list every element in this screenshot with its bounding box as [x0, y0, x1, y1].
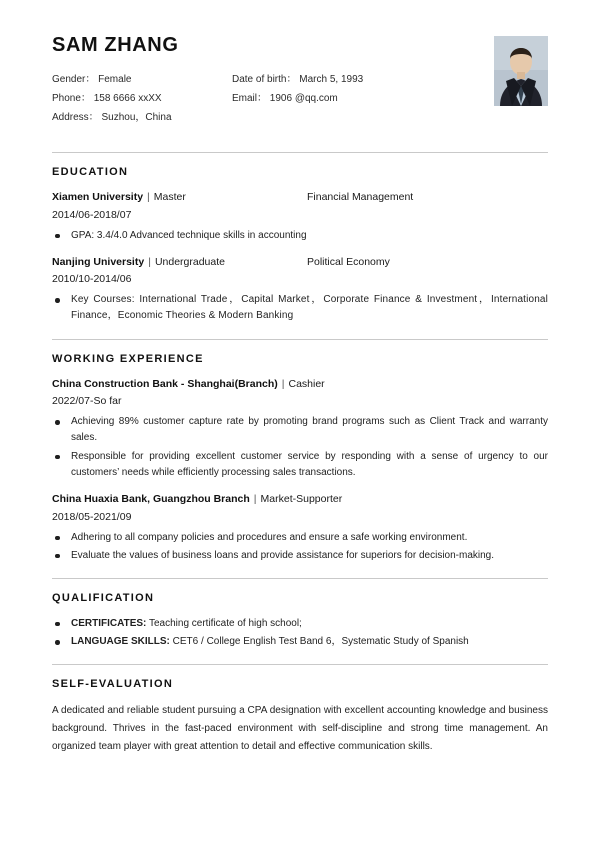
- experience-role: Market-Supporter: [260, 492, 343, 505]
- separator: |: [147, 191, 150, 203]
- experience-org: China Construction Bank - Shanghai(Branch): [52, 377, 278, 390]
- contact-gender-label: Gender：: [52, 74, 96, 85]
- qualification-text: Teaching certificate of high school;: [146, 617, 302, 629]
- education-major: Political Economy: [307, 255, 390, 268]
- experience-entry: [52, 492, 548, 564]
- education-dates: 2014/06-2018/07: [52, 208, 132, 221]
- experience-bullets: [52, 414, 548, 481]
- divider: [52, 152, 548, 153]
- list-item: Key Courses: International Trade，Capital Market，Corporate Finance & Investment，International Finance，Economic Theories & Modern Banking: [52, 292, 548, 324]
- contact-email-label: Email：: [232, 93, 268, 104]
- experience-bullets: [52, 530, 548, 564]
- qualification-text: CET6 / College English Test Band 6，Systematic Study of Spanish: [169, 636, 469, 648]
- divider: [52, 339, 548, 340]
- separator: |: [148, 255, 151, 268]
- separator: |: [253, 492, 257, 505]
- education-degree: Undergraduate: [154, 255, 225, 268]
- contact-address: [52, 108, 232, 127]
- contact-block: [52, 70, 548, 127]
- education-org: Xiamen University: [52, 191, 144, 203]
- section-title-self-evaluation: SELF-EVALUATION: [52, 678, 174, 691]
- contact-email-value: 1906 @qq.com: [269, 93, 338, 104]
- separator: |: [281, 377, 285, 390]
- contact-phone-label: Phone：: [52, 93, 91, 104]
- contact-birthdate-label: Date of birth：: [232, 74, 297, 85]
- list-item: GPA: 3.4/4.0 Advanced technique skills in accounting: [52, 228, 548, 244]
- list-item: [52, 634, 548, 650]
- education-entry-head: [52, 190, 548, 206]
- list-item: Adhering to all company policies and procedures and ensure a safe working environment.: [52, 530, 548, 546]
- contact-row: [52, 70, 548, 89]
- divider: [52, 578, 548, 579]
- section-title-working-experience: WORKING EXPERIENCE: [52, 352, 204, 365]
- education-major: Financial Management: [307, 191, 414, 203]
- experience-entry: [52, 377, 548, 481]
- education-degree: Master: [153, 191, 186, 203]
- contact-row: [52, 108, 548, 127]
- experience-dates: 2022/07-So far: [52, 395, 122, 408]
- contact-gender: [52, 70, 232, 89]
- education-bullets: [52, 292, 548, 324]
- page-title: SAM ZHANG: [52, 34, 179, 56]
- contact-address-value: Suzhou，China: [101, 112, 172, 123]
- divider: [52, 664, 548, 665]
- qualification-label: CERTIFICATES:: [71, 617, 147, 629]
- qualification-label: LANGUAGE SKILLS:: [71, 636, 170, 648]
- experience-entry-head: [52, 492, 548, 508]
- contact-phone-value: 158 6666 xxXX: [93, 93, 162, 104]
- experience-org: China Huaxia Bank, Guangzhou Branch: [52, 492, 250, 505]
- education-entry: [52, 190, 548, 244]
- education-dates: 2010/10-2014/06: [52, 273, 132, 286]
- qualification-list: [52, 616, 548, 650]
- education-entry: [52, 255, 548, 325]
- list-item: Responsible for providing excellent customer service by responding with a sense of urgency to our customers’ needs while efficiently processing sales transactions.: [52, 449, 548, 481]
- avatar: [494, 36, 548, 106]
- list-item: Achieving 89% customer capture rate by promoting brand programs such as Client Track and warranty sales.: [52, 414, 548, 446]
- experience-role: Cashier: [288, 377, 325, 390]
- resume-header: [52, 34, 548, 138]
- contact-birthdate-value: March 5, 1993: [299, 74, 364, 85]
- contact-row: [52, 89, 548, 108]
- contact-gender-value: Female: [98, 74, 132, 85]
- self-evaluation-text: A dedicated and reliable student pursuing a CPA designation with excellent accounting knowledge and business background. Thrives in the fast-paced environment with self-discipline and strong time management. An organized team player with great attention to detail and effective communication skills.: [52, 705, 548, 752]
- education-bullets: [52, 228, 548, 244]
- section-title-education: EDUCATION: [52, 166, 129, 178]
- education-org: Nanjing University: [52, 255, 145, 268]
- contact-phone: [52, 89, 232, 108]
- list-item: Evaluate the values of business loans and provide assistance for superiors for decision-making.: [52, 548, 548, 564]
- experience-entry-head: [52, 377, 548, 393]
- education-entry-head: [52, 255, 548, 271]
- contact-address-label: Address：: [52, 112, 99, 123]
- list-item: [52, 616, 548, 632]
- section-title-qualification: QUALIFICATION: [52, 591, 155, 604]
- experience-dates: 2018/05-2021/09: [52, 510, 132, 523]
